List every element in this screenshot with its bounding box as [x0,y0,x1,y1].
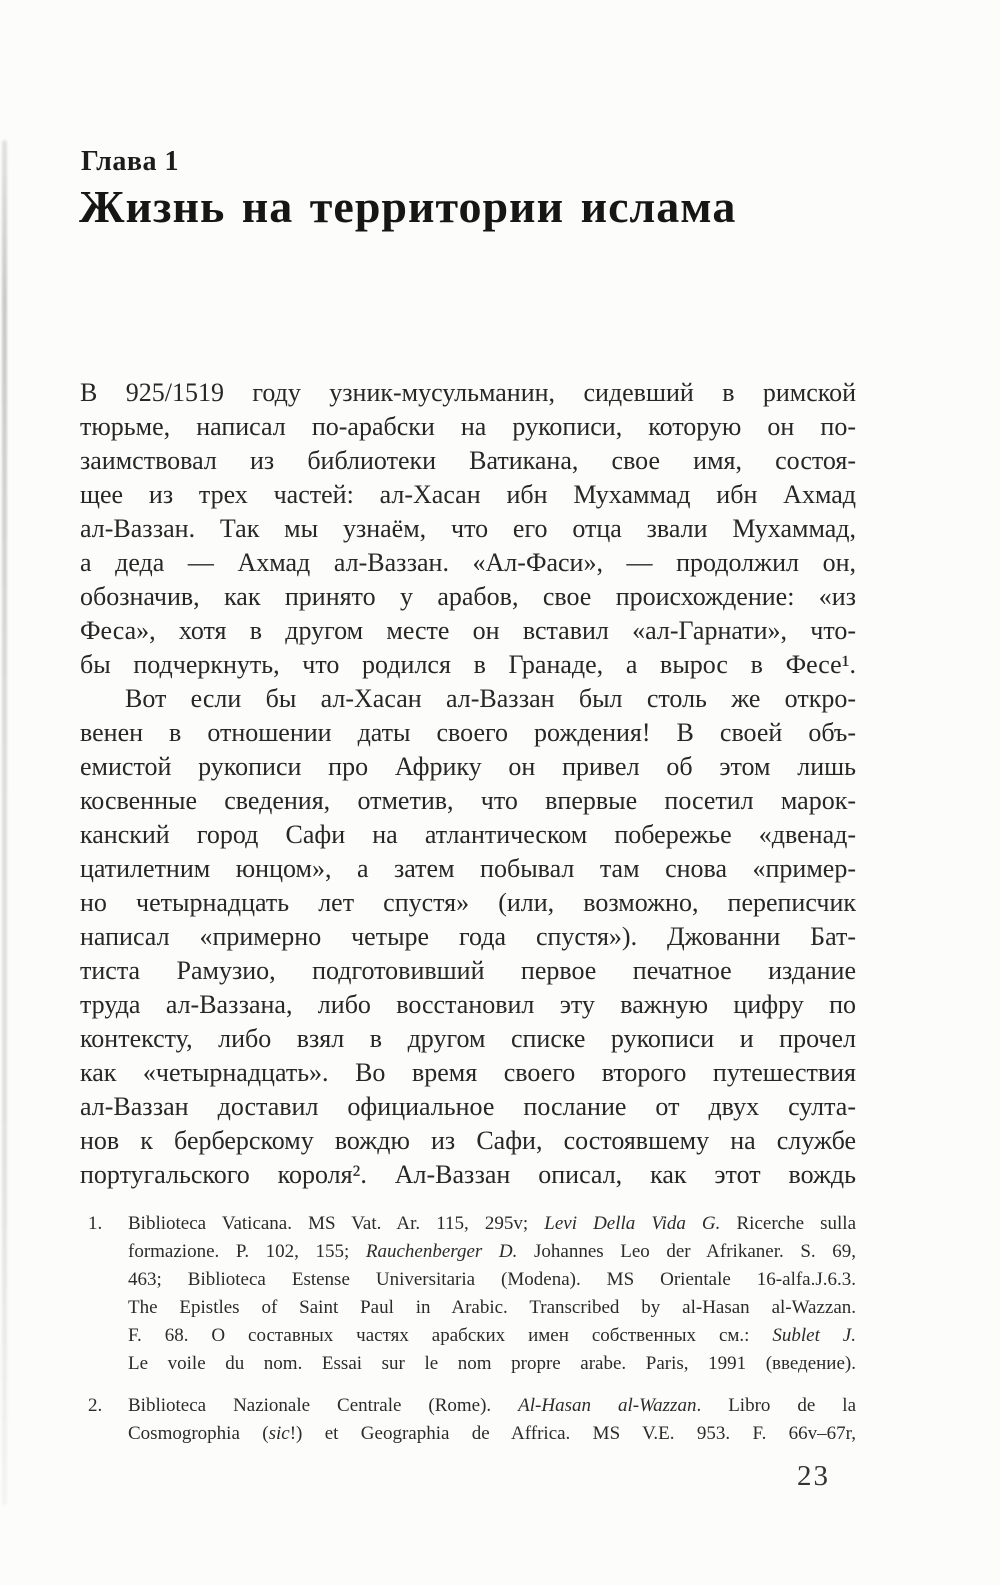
page-gutter-shadow [2,140,7,1505]
text-line [128,1420,856,1448]
text-line: как «четырнадцать». Во время своего второго путешествия [80,1058,856,1087]
text-line [128,1266,856,1294]
text-line: нов к берберскому вождю из Сафи, состоявшему на службе [80,1126,856,1155]
text-segment: Cosmogrophia ( [128,1423,269,1444]
text-segment: !) et Geographia de Affrica. MS V.E. 953. F. 66v–67r, [289,1423,856,1444]
text-line: щее из трех частей: ал-Хасан ибн Мухаммад ибн Ахмад [80,480,856,509]
footnote-marker: 2. [88,1395,103,1416]
paragraph [80,376,856,682]
italic-text: Al-Hasan al-Wazzan [518,1395,697,1416]
text-line [128,1392,856,1420]
text-line: емистой рукописи про Африку он привел об этом лишь [80,752,856,781]
text-line: цатилетним юнцом», а затем побывал там снова «пример- [80,854,856,883]
chapter-title: Жизнь на территории ислама [79,181,737,232]
italic-text: Sublet J. [772,1325,856,1346]
text-line: заимствовал из библиотеки Ватикана, свое имя, состоя- [80,446,856,475]
footnote [80,1210,856,1378]
text-line [128,1350,856,1378]
text-line: ал-Ваззан доставил официальное послание от двух султа- [80,1092,856,1121]
text-line: но четырнадцать лет спустя» (или, возможно, переписчик [80,888,856,917]
text-line: написал «примерно четыре года спустя»). Джованни Бат- [80,922,856,951]
text-segment: F. 68. О составных частях арабских имен собственных см.: [128,1325,773,1346]
italic-text: Levi Della Vida G. [544,1213,721,1234]
text-line [128,1210,856,1238]
text-segment: Biblioteca Nazionale Centrale (Rome). [128,1395,519,1416]
text-line: канский город Сафи на атлантическом побережье «двенад- [80,820,856,849]
text-segment: 463; Biblioteca Estense Universitaria (Modena). MS Orientale 16-alfa.J.6.3. [128,1269,856,1290]
text-line: контексту, либо взял в другом списке рукописи и прочел [80,1024,856,1053]
body-text [80,376,856,1192]
text-line: ал-Ваззан. Так мы узнаём, что его отца звали Мухаммад, [80,514,856,543]
text-line: В 925/1519 году узник-мусульманин, сидевший в римской [80,378,856,407]
footnote-marker: 1. [88,1213,103,1234]
text-segment: . Libro de la [696,1395,857,1416]
footnotes [80,1210,856,1448]
text-line: обозначив, как принято у арабов, свое происхождение: «из [80,582,856,611]
text-line: бы подчеркнуть, что родился в Гранаде, а вырос в Фесе¹. [80,650,856,679]
text-segment: Johannes Leo der Afrikaner. S. 69, [517,1241,856,1262]
text-line [128,1294,856,1322]
footnote [80,1392,856,1448]
text-line: тюрьме, написал по-арабски на рукописи, которую он по- [80,412,856,441]
text-line: португальского короля². Ал-Ваззан описал, как этот вождь [80,1160,856,1189]
text-line [128,1238,856,1266]
text-line: Феса», хотя в другом месте он вставил «ал-Гарнати», что- [80,616,856,645]
text-segment: Le voile du nom. Essai sur le nom propre arabe. Paris, 1991 (введение). [128,1353,856,1374]
page-number: 23 [797,1460,830,1492]
text-line: венен в отношении даты своего рождения! В своей объ- [80,718,856,747]
text-line: Вот если бы ал-Хасан ал-Ваззан был столь же откро- [125,684,856,713]
text-segment: formazione. P. 102, 155; [128,1241,366,1262]
text-segment: Biblioteca Vaticana. MS Vat. Ar. 115, 295v; [128,1213,545,1234]
chapter-number: Глава 1 [81,146,179,177]
text-line: тиста Рамузио, подготовивший первое печатное издание [80,956,856,985]
text-line [128,1322,856,1350]
text-segment: Ricerche sulla [720,1213,857,1234]
italic-text: sic [268,1423,290,1444]
italic-text: Rauchenberger D. [365,1241,518,1262]
text-segment: The Epistles of Saint Paul in Arabic. Transcribed by al-Hasan al-Wazzan. [128,1297,856,1318]
text-line: труда ал-Ваззана, либо восстановил эту важную цифру по [80,990,856,1019]
paragraph [80,682,856,1192]
text-line: а деда — Ахмад ал-Ваззан. «Ал-Фаси», — продолжил он, [80,548,856,577]
text-line: косвенные сведения, отметив, что впервые посетил марок- [80,786,856,815]
